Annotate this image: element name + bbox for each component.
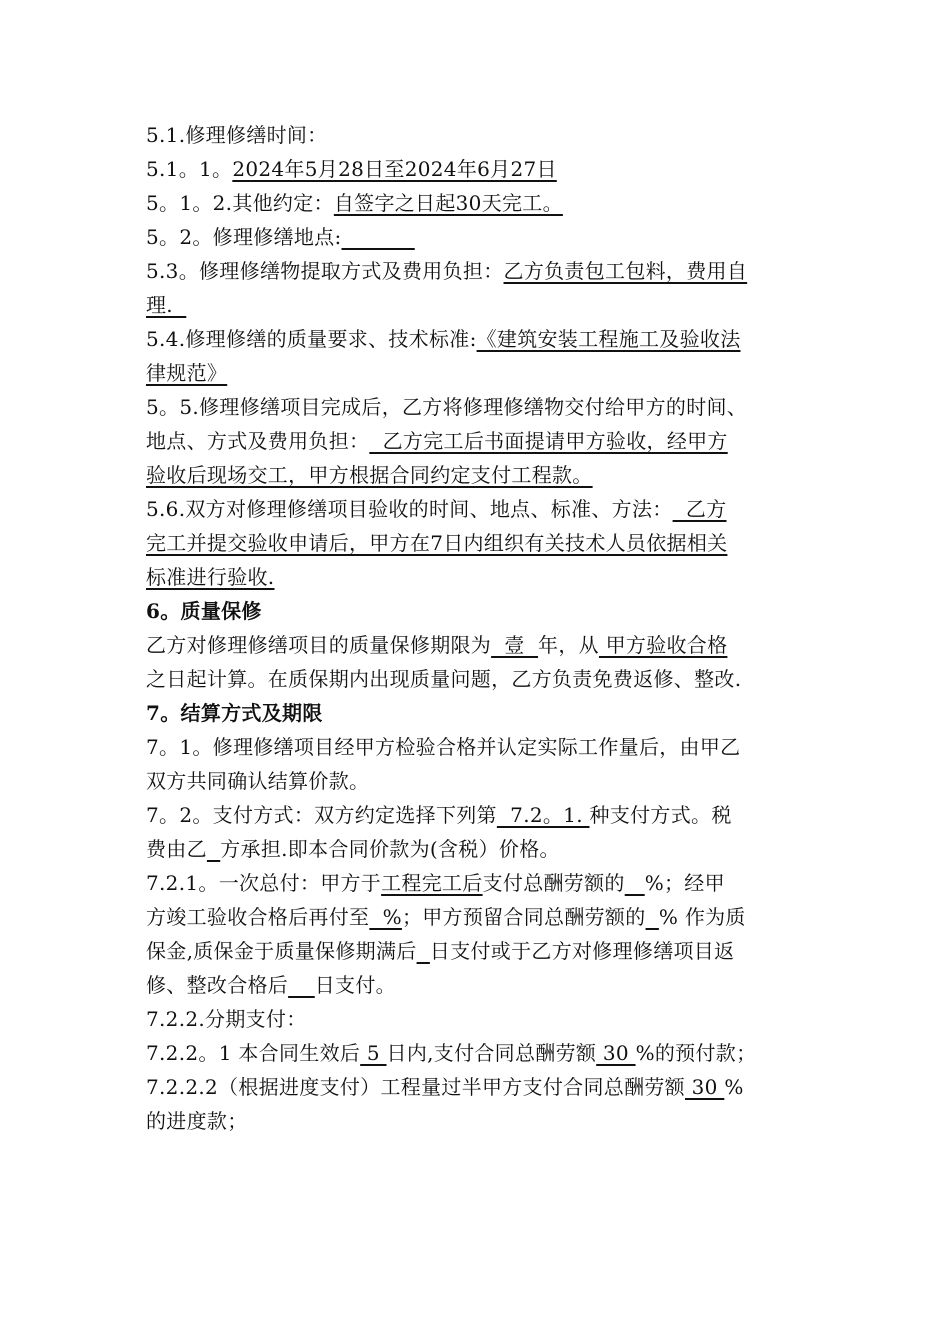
- text-segment: 5.1。1。: [146, 157, 233, 181]
- filled-blank: [207, 837, 220, 861]
- text-segment: 双方共同确认结算价款。: [146, 769, 370, 793]
- text-line: [146, 356, 808, 390]
- text-line: [146, 628, 808, 662]
- text-line: [146, 900, 808, 934]
- text-segment: 日支付。: [314, 973, 396, 997]
- text-segment: 保金,质保金于质量保修期满后: [146, 939, 417, 963]
- filled-blank: 5: [360, 1041, 387, 1065]
- text-line: [146, 118, 808, 152]
- filled-blank: 30: [596, 1041, 636, 1065]
- filled-blank: [288, 973, 315, 997]
- text-line: [146, 288, 808, 322]
- text-segment: 7。1。修理修缮项目经甲方检验合格并认定实际工作量后，由甲乙: [146, 735, 741, 759]
- filled-blank: [625, 871, 645, 895]
- text-segment: %的预付款；: [635, 1041, 757, 1065]
- filled-blank: [417, 939, 430, 963]
- text-segment: %: [724, 1075, 744, 1099]
- text-segment: 5。2。修理修缮地点:: [146, 225, 342, 249]
- text-segment: 5.6.双方对修理修缮项目验收的时间、地点、标准、方法：: [146, 497, 673, 521]
- text-line: [146, 390, 808, 424]
- filled-blank: 律规范》: [146, 361, 228, 385]
- text-line: [146, 1104, 808, 1138]
- text-line: [146, 186, 808, 220]
- text-segment: 乙方对修理修缮项目的质量保修期限为: [146, 633, 492, 657]
- filled-blank: 2024年5月28日至2024年6月27日: [232, 157, 557, 181]
- text-segment: 5.4.修理修缮的质量要求、技术标准:: [146, 327, 477, 351]
- text-segment: 7.2.2.2（根据进度支付）工程量过半甲方支付合同总酬劳额: [146, 1075, 685, 1099]
- section-heading: [146, 594, 808, 628]
- text-segment: 5。5.修理修缮项目完成后，乙方将修理修缮物交付给甲方的时间、: [146, 395, 748, 419]
- filled-blank: 乙方: [672, 497, 727, 521]
- filled-blank: %: [369, 905, 402, 929]
- filled-blank: [342, 225, 415, 249]
- filled-blank: 乙方完工后书面提请甲方验收，经甲方: [369, 429, 728, 453]
- filled-blank: 30: [684, 1075, 725, 1099]
- text-segment: 7。结算方式及期限: [146, 701, 323, 725]
- text-line: [146, 322, 808, 356]
- text-segment: 7.2.2.分期支付：: [146, 1007, 307, 1031]
- filled-blank: 验收后现场交工，甲方根据合同约定支付工程款。: [146, 463, 593, 487]
- text-segment: 日支付或于乙方对修理修缮项目返: [429, 939, 735, 963]
- filled-blank: 壹: [491, 633, 539, 657]
- text-segment: 的进度款；: [146, 1109, 248, 1133]
- section-heading: [146, 696, 808, 730]
- text-segment: 方承担.即本合同价款为(含税）价格。: [220, 837, 560, 861]
- text-line: [146, 560, 808, 594]
- text-line: [146, 968, 808, 1002]
- filled-blank: 甲方验收合格: [598, 633, 728, 657]
- text-segment: 6。质量保修: [146, 599, 262, 623]
- text-segment: 7.2.2。1 本合同生效后: [146, 1041, 361, 1065]
- text-line: [146, 220, 808, 254]
- text-segment: 5.3。修理修缮物提取方式及费用负担：: [146, 259, 504, 283]
- text-line: [146, 526, 808, 560]
- filled-blank: 工程完工后: [381, 871, 483, 895]
- filled-blank: 7.2。1.: [496, 803, 590, 827]
- text-line: [146, 662, 808, 696]
- filled-blank: 乙方负责包工包料，费用自: [503, 259, 748, 283]
- text-segment: 地点、方式及费用负担：: [146, 429, 370, 453]
- contract-text: [146, 118, 808, 1138]
- text-line: [146, 1002, 808, 1036]
- text-segment: 修、整改合格后: [146, 973, 289, 997]
- text-line: [146, 152, 808, 186]
- text-line: [146, 1070, 808, 1104]
- text-line: [146, 798, 808, 832]
- text-segment: %；经甲: [644, 871, 725, 895]
- text-line: [146, 832, 808, 866]
- text-line: [146, 424, 808, 458]
- text-segment: 支付总酬劳额的: [482, 871, 625, 895]
- text-line: [146, 866, 808, 900]
- filled-blank: 自签字之日起30天完工。: [333, 191, 563, 215]
- text-segment: 7.2.1。一次总付：甲方于: [146, 871, 382, 895]
- filled-blank: 完工并提交验收申请后，甲方在7日内组织有关技术人员依据相关: [146, 531, 728, 555]
- text-segment: 日内,支付合同总酬劳额: [386, 1041, 597, 1065]
- text-line: [146, 764, 808, 798]
- text-segment: % 作为质: [658, 905, 746, 929]
- filled-blank: [646, 905, 659, 929]
- text-line: [146, 1036, 808, 1070]
- text-segment: 5。1。2.其他约定：: [146, 191, 334, 215]
- text-segment: ；甲方预留合同总酬劳额的: [401, 905, 646, 929]
- text-line: [146, 458, 808, 492]
- filled-blank: 《建筑安装工程施工及验收法: [476, 327, 741, 351]
- filled-blank: 理.: [146, 293, 187, 317]
- text-line: [146, 730, 808, 764]
- filled-blank: 标准进行验收.: [146, 565, 275, 589]
- text-segment: 方竣工验收合格后再付至: [146, 905, 370, 929]
- text-segment: 年，从: [538, 633, 599, 657]
- text-segment: 费由乙: [146, 837, 207, 861]
- text-segment: 5.1.修理修缮时间：: [146, 123, 328, 147]
- text-segment: 种支付方式。税: [589, 803, 732, 827]
- text-line: [146, 254, 808, 288]
- text-segment: 之日起计算。在质保期内出现质量问题，乙方负责免费返修、整改.: [146, 667, 742, 691]
- text-segment: 7。2。支付方式：双方约定选择下列第: [146, 803, 497, 827]
- text-line: [146, 492, 808, 526]
- text-line: [146, 934, 808, 968]
